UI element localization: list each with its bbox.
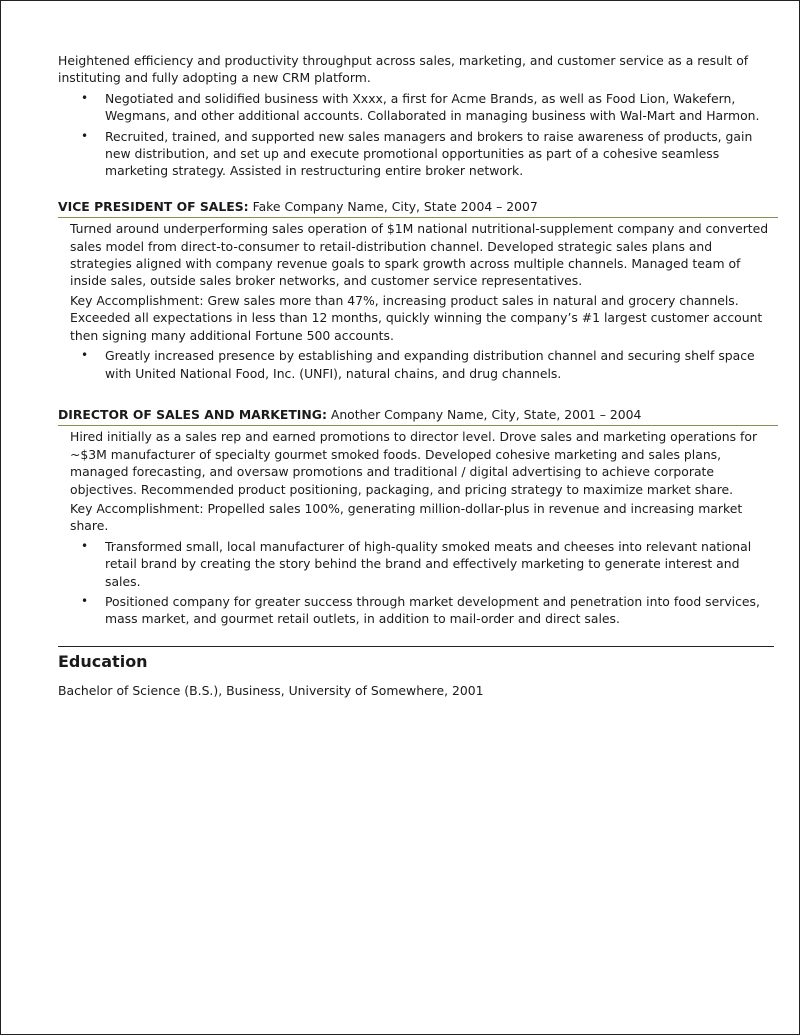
key-accomplishment: Key Accomplishment: Propelled sales 100%, generating million-dollar-plus in revenue and increasing market share. [70,500,743,534]
section-divider [58,646,774,647]
education-heading: Education [58,651,148,671]
bullet-text: Recruited, trained, and supported new sales managers and brokers to raise awareness of products, gain new distribution, and set up and execute promotional opportunities as part of a cohesive seamless marketing strategy. Assisted in restructuring entire broker network. [105,128,753,179]
job-details: Another Company Name, City, State, 2001 – 2004 [326,406,642,422]
key-accomplishment: Key Accomplishment: Grew sales more than 47%, increasing product sales in natural and grocery channels. Exceeded all expectations in less than 12 months, quickly winning the company’s #1 largest customer account then signing many additional Fortune 500 accounts. [70,292,763,343]
bullet-icon: • [81,128,89,143]
job-bullet-list [70,538,774,628]
intro-section [58,52,774,180]
bullet-text: Negotiated and solidified business with Xxxx, a first for Acme Brands, as well as Food Lion, Wakefern, Wegmans, and other additional accounts. Collaborated in managing business with Wal-Mart and Harmon. [105,90,760,124]
bullet-text: Greatly increased presence by establishing and expanding distribution channel and securing shelf space with United National Food, Inc. (UNFI), natural chains, and drug channels. [105,348,755,381]
job-title: VICE PRESIDENT OF SALES: [58,198,249,214]
bullet-icon: • [81,593,89,608]
intro-bullet-list [58,90,774,180]
bullet-icon: • [81,538,89,553]
bullet-text: Positioned company for greater success through market development and penetration into food services, mass market, and gourmet retail outlets, in addition to mail-order and direct sales. [105,593,760,627]
job-body [58,426,774,627]
list-item [81,538,774,590]
job-title: DIRECTOR OF SALES AND MARKETING: [58,406,327,422]
job-summary: Turned around underperforming sales operation of $1M national nutritional-supplement company and converted sales model from direct-to-consumer to retail-distribution channel. Developed strategic sales plans and strategies aligned with company revenue goals to spark growth across multiple channels. Managed team of inside sales, outside sales broker networks, and customer service representatives. [70,221,769,289]
job-header [58,406,778,426]
resume-content [58,52,774,699]
education-section [58,652,774,699]
job-bullet-list [70,347,774,382]
list-item [81,593,774,628]
job-vp-sales [58,198,774,382]
bullet-icon: • [81,348,89,363]
job-header [58,198,778,218]
list-item [81,347,774,382]
job-details: Fake Company Name, City, State 2004 – 2007 [248,198,538,214]
job-director-sales-marketing [58,406,774,628]
job-summary: Hired initially as a sales rep and earned promotions to director level. Drove sales and marketing operations for ~$3M manufacturer of specialty gourmet smoked foods. Developed cohesive marketing and sales plans, managed forecasting, and oversaw promotions and traditional / digital advertising to achieve corporate objectives. Recommended product positioning, packaging, and pricing strategy to maximize market share. [70,429,758,497]
job-body [58,218,774,382]
list-item [81,90,774,125]
list-item [81,128,774,180]
intro-paragraph: Heightened efficiency and productivity throughput across sales, marketing, and customer service as a result of instituting and fully adopting a new CRM platform. [58,53,749,86]
education-degree: Bachelor of Science (B.S.), Business, University of Somewhere, 2001 [58,682,484,698]
bullet-icon: • [81,90,89,105]
bullet-text: Transformed small, local manufacturer of high-quality smoked meats and cheeses into relevant national retail brand by creating the story behind the brand and effectively marketing to generate interest and sales. [105,538,752,589]
